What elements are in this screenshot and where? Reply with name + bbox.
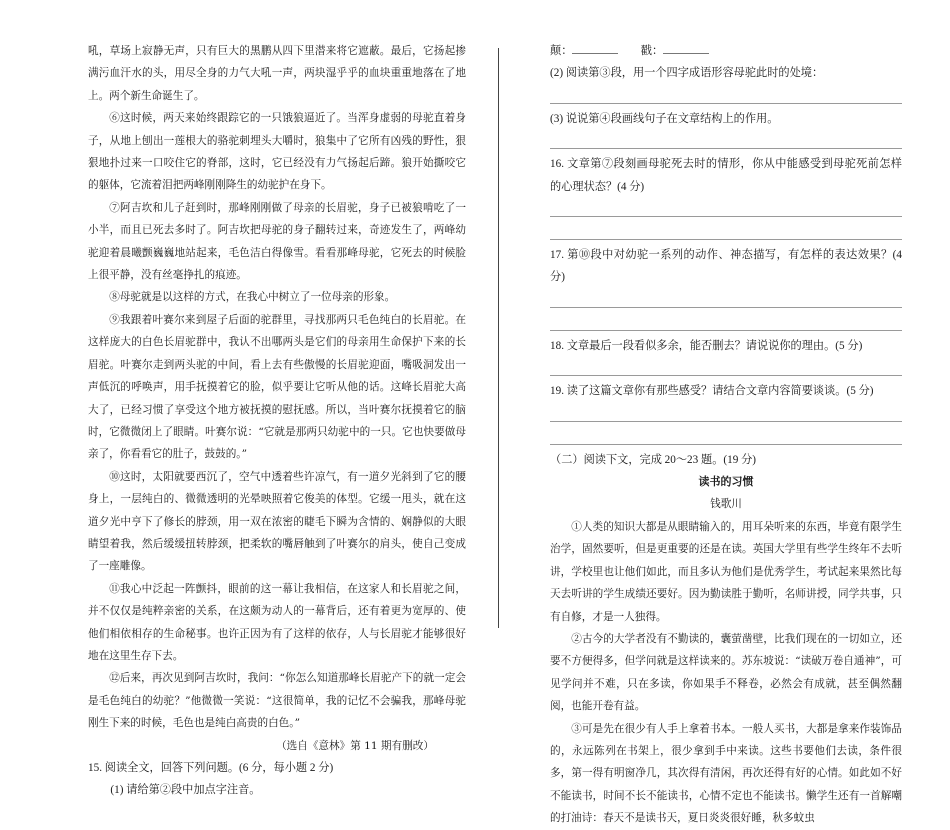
question-15-3: (3) 说说第④段画线句子在文章结构上的作用。 <box>550 112 779 125</box>
left-column <box>88 40 466 802</box>
pinyin-answer-row <box>550 40 902 62</box>
passage-paragraph: ⑪我心中泛起一阵颤抖，眼前的这一幕让我相信，在这家人和长眉驼之间，并不仅仅是纯粹亲密的关系，在这颇为动人的一幕背后，还有着更为宽厚的、使他们相依相存的生命秘事。也许正因为有了这样的依存，人与长眉驼才能够很好地在这里生存下去。 <box>88 582 466 662</box>
passage-paragraph: ⑥这时候，两天来始终跟踪它的一只饿狼逼近了。当浑身虚弱的母驼直着身子，从地上刨出一莲根大的骆驼刺埋头大嚼时，狼集中了它所有凶残的野性，狠狠地扑过来一口咬住它的脊部，这时，它已经没有力气扬起后蹄。狼开始撕咬它的躯体，它流着泪把两峰刚刚降生的幼驼护在身下。 <box>88 112 466 192</box>
answer-line[interactable] <box>550 130 902 149</box>
passage-paragraph: ⑩这时，太阳就要西沉了，空气中透着些许凉气，有一道夕光斜到了它的腰身上，一层纯白的、微微透明的光晕映照着它俊美的体型。它缓一甩头，就在这道夕光中亨下了修长的脖颈，用一双在浓密的睫毛下瞬为含情的、娴静似的大眼睛望着我，然后缓缓扭转脖颈，把柔软的嘴唇触到了叶赛尔的肩头，使自己变成了一座雕像。 <box>88 470 466 573</box>
question-17: 17. 第⑩段中对幼驼一系列的动作、神态描写，有怎样的表达效果？(4 分) <box>550 249 902 284</box>
article-title: 读书的习惯 <box>698 475 754 489</box>
answer-line[interactable] <box>550 198 902 217</box>
answer-line[interactable] <box>550 221 902 240</box>
passage-paragraph: ⑧母驼就是以这样的方式，在我心中树立了一位母亲的形象。 <box>109 291 396 304</box>
article-paragraph: ③可是先在很少有人手上拿着书本。一般人买书，大都是拿来作装饰品的，永远陈列在书架上，很少拿到手中来读。这些书要他们去读，条件很多，第一得有明窗净几，其次得有清闲，再次还得有好的心情。如此如不好不能读书，时间不长不能读书，心情不定也不能读书。懒学生还有一首解嘲的打油诗：春天不是读书天，夏日炎炎很好睡，秋多蚊虫 <box>550 722 902 825</box>
article-author: 钱歌川 <box>710 498 742 511</box>
question-19: 19. 读了这篇文章你有那些感受？请结合文章内容简要谈谈。(5 分) <box>550 385 874 398</box>
answer-line[interactable] <box>550 403 902 422</box>
question-18: 18. 文章最后一段看似多余，能否删去？请说说你的理由。(5 分) <box>550 339 863 352</box>
question-15-1: (1) 请给第②段中加点字注音。 <box>110 784 261 797</box>
source-note: （选自《意林》第 11 期有删改） <box>276 739 434 752</box>
right-column <box>550 40 902 830</box>
question-15: 15. 阅读全文，回答下列问题。(6 分，每小题 2 分) <box>88 762 334 774</box>
column-divider <box>498 48 499 628</box>
answer-line[interactable] <box>550 357 902 376</box>
answer-line[interactable] <box>550 312 902 331</box>
question-15-2: (2) 阅读第③段，用一个四字成语形容母驼此时的处境： <box>550 67 824 80</box>
answer-line[interactable] <box>550 85 902 104</box>
passage-paragraph: ⑨我跟着叶赛尔来到屋子后面的驼群里，寻找那两只毛色纯白的长眉驼。在这样庞大的白色长眉驼群中，我认不出哪两头是它们的母亲用生命保护下来的长眉驼。叶赛尔走到两头驼的中间，看上去有些傲慢的长眉驼迎面，嘴吸洞发出一声低沉的呼唤声，用手抚摸着它的脸，似乎要让它听从他的话。这峰长眉驼大高大了，已经习惯了享受这个地方被抚摸的慰抚感。所以，当叶赛尔抚摸着它的脑时，它微微闭上了眼睛。叶赛尔说：“它就是那两只幼驼中的一只。它也快要做母亲了，你看看它的肚子，鼓鼓的。” <box>88 313 466 461</box>
answer-blank-a[interactable] <box>572 43 618 54</box>
section-heading: （二）阅读下文，完成 20～23 题。(19 分) <box>550 453 757 466</box>
pinyin-label-b: 戳： <box>640 45 664 57</box>
passage-paragraph: 吼，草场上寂静无声，只有巨大的黑鹏从四下里潜来将它遮蔽。最后，它扬起掺满污血汗水的头，用尽全身的力气大吼一声，两块湿乎乎的血块重重地落在了地上。两个新生命诞生了。 <box>88 45 466 102</box>
pinyin-label-a: 颠： <box>550 45 573 57</box>
answer-line[interactable] <box>550 289 902 308</box>
article-paragraph: ②古今的大学者没有不勤读的，囊萤凿壁，比我们现在的一切如立，还要不方便得多，但学问就是这样读来的。苏东坡说：“读破万卷自通神”，可见学问并不难，只在多读，你如果手不释卷，必然会有成就，甚至偶然翻阅，也能开卷有益。 <box>550 632 902 713</box>
question-16: 16. 文章第⑦段刻画母驼死去时的情形，你从中能感受到母驼死前怎样的心理状态？(4 分) <box>550 158 902 193</box>
passage-paragraph: ⑫后来，再次见到阿吉坎时，我问：“你怎么知道那峰长眉驼产下的就一定会是毛色纯白的幼驼？”他微微一笑说：“这很简单，我的记忆不会骗我，那峰母驼刚生下来的时候，毛色也是纯白高贵的白色。” <box>88 672 466 730</box>
article-paragraph: ①人类的知识大都是从眼睛输入的，用耳朵听来的东西，毕竟有限学生治学，固然要听，但是更重要的还是在读。英国大学里有些学生终年不去听讲，学校里也让他们如此，而且多认为他们是优秀学生，考试起来果然比每天去听讲的学生成绩还要好。因为勤读胜于勤听，名师讲授，同学共事，只有自修，才是一人独得。 <box>550 520 902 623</box>
answer-line[interactable] <box>550 426 902 445</box>
passage-paragraph: ⑦阿吉坎和儿子赶到时，那峰刚刚做了母亲的长眉驼，身子已被狼啃吃了一小半，而且已死去多时了。阿吉坎把母驼的身子翻转过来，奇迹发生了，两峰幼驼迎着晨曦颤巍巍地站起来，毛色洁白得像雪。看看那峰母驼，它死去的时候脸上很平静，没有丝毫挣扎的痕迹。 <box>88 201 466 282</box>
answer-blank-b[interactable] <box>663 43 709 54</box>
